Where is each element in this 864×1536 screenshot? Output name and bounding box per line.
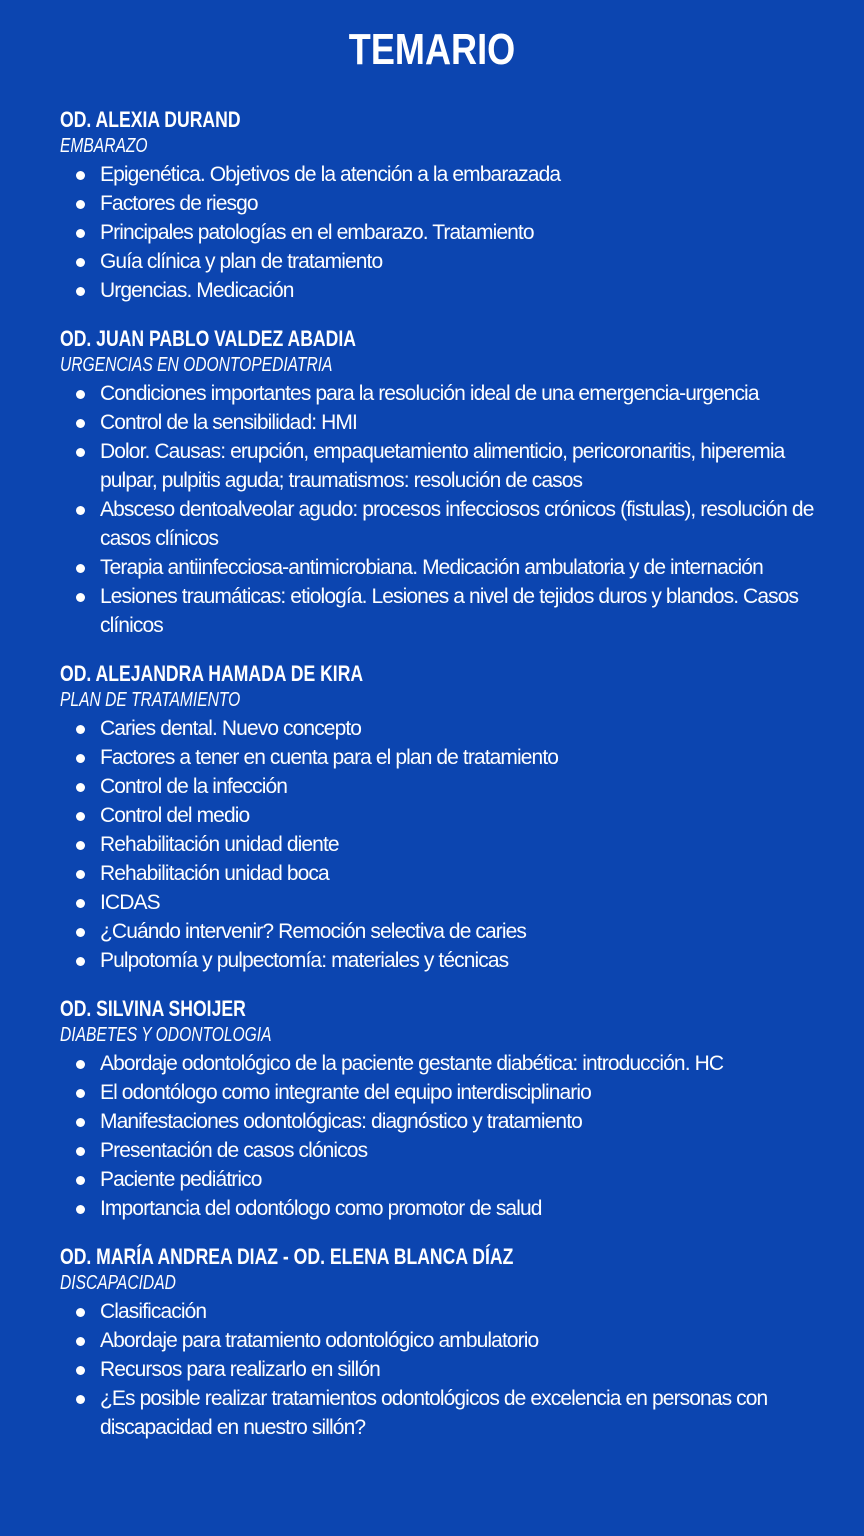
bullet-icon xyxy=(76,287,85,296)
list-item-text: Abordaje para tratamiento odontológico ambulatorio xyxy=(100,1329,539,1352)
bullet-list xyxy=(60,379,814,640)
bullet-icon xyxy=(76,1337,85,1346)
bullet-icon xyxy=(76,899,85,908)
list-item xyxy=(60,437,830,495)
list-item xyxy=(60,160,830,189)
topic-title: EMBARAZO xyxy=(60,135,148,157)
list-item xyxy=(60,1194,830,1223)
bullet-icon xyxy=(76,448,85,457)
list-item xyxy=(60,946,830,975)
bullet-icon xyxy=(76,812,85,821)
list-item-text: Rehabilitación unidad boca xyxy=(100,862,329,885)
list-item-text: Clasificación xyxy=(100,1300,207,1323)
list-item-text: Control de la infección xyxy=(100,775,288,798)
bullet-icon xyxy=(76,1366,85,1375)
bullet-icon xyxy=(76,870,85,879)
bullet-icon xyxy=(76,928,85,937)
bullet-icon xyxy=(76,783,85,792)
bullet-icon xyxy=(76,258,85,267)
bullet-icon xyxy=(76,419,85,428)
list-item xyxy=(60,379,830,408)
speaker-name: OD. ALEJANDRA HAMADA DE KIRA xyxy=(60,661,364,686)
bullet-icon xyxy=(76,593,85,602)
list-item xyxy=(60,772,830,801)
list-item xyxy=(60,1078,830,1107)
list-item-text: Dolor. Causas: erupción, empaquetamiento alimenticio, pericoronaritis, hiperemia pulpar, pulpitis aguda; traumatismos: resolución de casos xyxy=(100,440,785,492)
bullet-icon xyxy=(76,725,85,734)
section-4 xyxy=(60,995,804,1223)
list-item-text: Paciente pediátrico xyxy=(100,1168,262,1191)
list-item-text: El odontólogo como integrante del equipo interdisciplinario xyxy=(100,1081,591,1104)
list-item xyxy=(60,1326,830,1355)
list-item-text: Manifestaciones odontológicas: diagnóstico y tratamiento xyxy=(100,1110,582,1133)
list-item-text: ¿Es posible realizar tratamientos odontológicos de excelencia en personas con discapacidad en nuestro sillón? xyxy=(100,1387,768,1439)
bullet-icon xyxy=(76,1308,85,1317)
list-item xyxy=(60,1049,830,1078)
topic-title: PLAN DE TRATAMIENTO xyxy=(60,689,241,711)
list-item-text: Control de la sensibilidad: HMI xyxy=(100,411,357,434)
page-title: TEMARIO xyxy=(348,25,516,74)
bullet-icon xyxy=(76,200,85,209)
list-item xyxy=(60,189,830,218)
list-item-text: Recursos para realizarlo en sillón xyxy=(100,1358,380,1381)
list-item-text: ¿Cuándo intervenir? Remoción selectiva de caries xyxy=(100,920,527,943)
list-item xyxy=(60,1355,830,1384)
speaker-name: OD. MARÍA ANDREA DIAZ - OD. ELENA BLANCA DÍAZ xyxy=(60,1244,514,1269)
bullet-list xyxy=(60,1049,804,1223)
list-item-text: Lesiones traumáticas: etiología. Lesiones a nivel de tejidos duros y blandos. Casos clínicos xyxy=(100,585,799,637)
list-item-text: Factores a tener en cuenta para el plan de tratamiento xyxy=(100,746,559,769)
list-item-text: Presentación de casos clónicos xyxy=(100,1139,368,1162)
section-3 xyxy=(60,660,804,975)
bullet-icon xyxy=(76,841,85,850)
list-item xyxy=(60,801,830,830)
bullet-icon xyxy=(76,564,85,573)
list-item xyxy=(60,1297,830,1326)
list-item-text: Epigenética. Objetivos de la atención a la embarazada xyxy=(100,163,561,186)
list-item-text: ICDAS xyxy=(100,891,160,914)
bullet-icon xyxy=(76,1118,85,1127)
bullet-icon xyxy=(76,754,85,763)
speaker-name: OD. JUAN PABLO VALDEZ ABADIA xyxy=(60,326,356,351)
bullet-list xyxy=(60,160,804,305)
list-item-text: Principales patologías en el embarazo. Tratamiento xyxy=(100,221,534,244)
list-item-text: Factores de riesgo xyxy=(100,192,258,215)
section-5 xyxy=(60,1243,804,1442)
speaker-name: OD. SILVINA SHOIJER xyxy=(60,996,246,1021)
list-item-text: Caries dental. Nuevo concepto xyxy=(100,717,362,740)
list-item-text: Guía clínica y plan de tratamiento xyxy=(100,250,383,273)
list-item xyxy=(60,247,830,276)
list-item xyxy=(60,553,830,582)
list-item-text: Absceso dentoalveolar agudo: procesos infecciosos crónicos (fistulas), resolución de casos clínicos xyxy=(100,498,814,550)
list-item-text: Importancia del odontólogo como promotor de salud xyxy=(100,1197,542,1220)
list-item xyxy=(60,917,830,946)
list-item-text: Urgencias. Medicación xyxy=(100,279,294,302)
bullet-icon xyxy=(76,1060,85,1069)
list-item-text: Control del medio xyxy=(100,804,250,827)
list-item xyxy=(60,888,830,917)
list-item xyxy=(60,582,830,640)
topic-title: URGENCIAS EN ODONTOPEDIATRIA xyxy=(60,354,333,376)
list-item xyxy=(60,218,830,247)
topic-title: DIABETES Y ODONTOLOGIA xyxy=(60,1024,272,1046)
list-item xyxy=(60,408,830,437)
bullet-icon xyxy=(76,390,85,399)
list-item-text: Rehabilitación unidad diente xyxy=(100,833,339,856)
bullet-icon xyxy=(76,506,85,515)
section-1 xyxy=(60,106,804,305)
topic-title: DISCAPACIDAD xyxy=(60,1272,176,1294)
bullet-icon xyxy=(76,1176,85,1185)
list-item-text: Terapia antiinfecciosa-antimicrobiana. Medicación ambulatoria y de internación xyxy=(100,556,763,579)
speaker-name: OD. ALEXIA DURAND xyxy=(60,107,241,132)
list-item xyxy=(60,1384,830,1442)
bullet-list xyxy=(60,1297,804,1442)
bullet-icon xyxy=(76,171,85,180)
bullet-list xyxy=(60,714,804,975)
bullet-icon xyxy=(76,1395,85,1404)
bullet-icon xyxy=(76,229,85,238)
list-item xyxy=(60,714,830,743)
list-item xyxy=(60,830,830,859)
list-item xyxy=(60,276,830,305)
list-item-text: Abordaje odontológico de la paciente gestante diabética: introducción. HC xyxy=(100,1052,724,1075)
section-2 xyxy=(60,325,814,640)
bullet-icon xyxy=(76,1089,85,1098)
list-item xyxy=(60,495,830,553)
list-item xyxy=(60,743,830,772)
list-item xyxy=(60,1107,830,1136)
list-item xyxy=(60,1165,830,1194)
bullet-icon xyxy=(76,1205,85,1214)
sections-container xyxy=(60,106,814,1442)
bullet-icon xyxy=(76,1147,85,1156)
list-item-text: Pulpotomía y pulpectomía: materiales y técnicas xyxy=(100,949,509,972)
list-item-text: Condiciones importantes para la resolución ideal de una emergencia-urgencia xyxy=(100,382,759,405)
list-item xyxy=(60,1136,830,1165)
list-item xyxy=(60,859,830,888)
bullet-icon xyxy=(76,957,85,966)
